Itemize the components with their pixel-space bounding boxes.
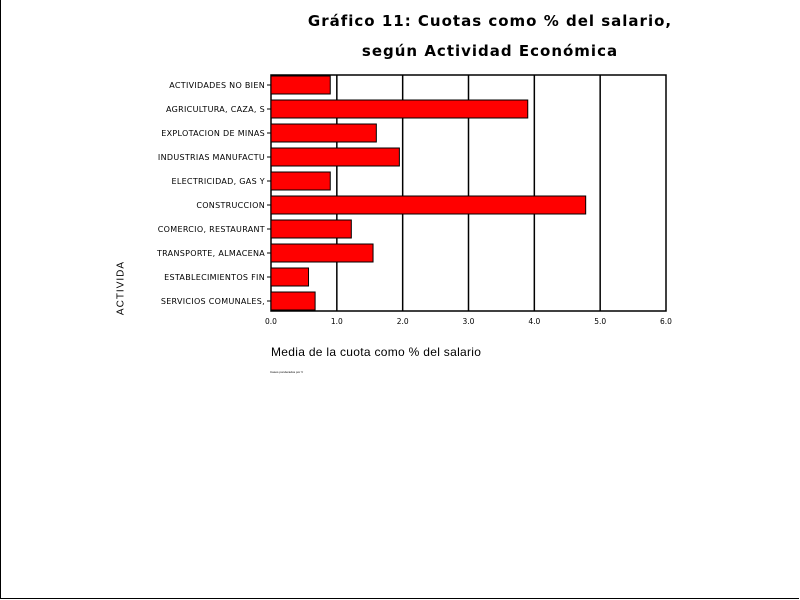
x-tick-label: 2.0 <box>396 317 409 326</box>
bar <box>271 268 309 286</box>
bar <box>271 124 376 142</box>
footnote: Casos ponderados por V <box>270 370 304 374</box>
category-label: ACTIVIDADES NO BIEN <box>169 81 265 90</box>
category-label: SERVICIOS COMUNALES, <box>160 297 265 306</box>
x-tick-label: 4.0 <box>528 317 541 326</box>
bar <box>271 292 315 310</box>
category-label: INDUSTRIAS MANUFACTU <box>157 153 265 162</box>
chart-title-line-1: Gráfico 11: Cuotas como % del salario, <box>307 12 673 30</box>
x-axis-label: Media de la cuota como % del salario <box>271 345 482 359</box>
bar <box>271 172 330 190</box>
x-tick-label: 3.0 <box>462 317 475 326</box>
y-axis-label: ACTIVIDA <box>115 260 127 316</box>
bar <box>271 196 586 214</box>
chart-title-line-2: según Actividad Económica <box>361 42 619 60</box>
category-label: ESTABLECIMIENTOS FIN <box>164 273 265 282</box>
x-tick-label: 5.0 <box>594 317 607 326</box>
category-label: ELECTRICIDAD, GAS Y <box>171 177 265 186</box>
x-tick-label: 1.0 <box>330 317 343 326</box>
x-tick-label: 0.0 <box>265 317 277 326</box>
category-label: EXPLOTACION DE MINAS <box>161 129 265 138</box>
category-label: TRANSPORTE, ALMACENA <box>156 249 265 258</box>
bar <box>271 100 528 118</box>
category-label: AGRICULTURA, CAZA, S <box>166 105 265 114</box>
bar <box>271 76 330 94</box>
bar <box>271 244 373 262</box>
category-label: CONSTRUCCION <box>196 201 265 210</box>
bar <box>271 220 351 238</box>
x-tick-label: 6.0 <box>660 317 672 326</box>
category-label: COMERCIO, RESTAURANT <box>157 225 265 234</box>
bar <box>271 148 399 166</box>
